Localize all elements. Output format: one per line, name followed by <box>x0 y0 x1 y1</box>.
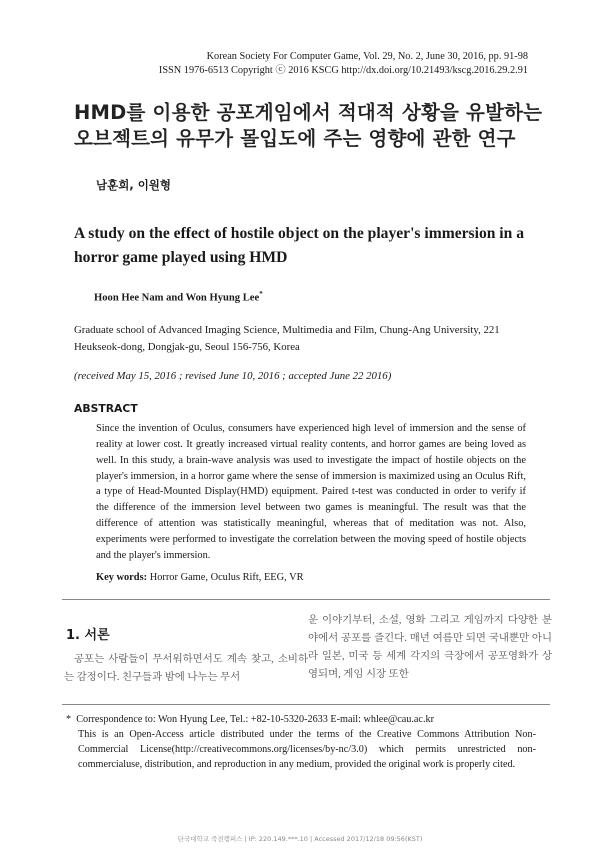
affiliation-line-2: Heukseok-dong, Dongjak-gu, Seoul 156-756, Korea <box>74 341 300 353</box>
footnote-divider <box>62 704 550 705</box>
corresponding-author-mark: * <box>259 290 263 298</box>
english-author-names: Hoon Hee Nam and Won Hyung Lee <box>94 292 260 304</box>
keywords-value: Horror Game, Oculus Rift, EEG, VR <box>147 572 304 583</box>
keywords <box>96 572 304 583</box>
korean-title-line-1: HMD를 이용한 공포게임에서 적대적 상황을 유발하는 <box>74 101 543 124</box>
journal-issn-doi: ISSN 1976-6513 Copyright ⓒ 2016 KSCG http://dx.doi.org/10.21493/kscg.2016.29.2.91 <box>158 65 528 76</box>
footnote <box>66 712 536 772</box>
journal-citation: Korean Society For Computer Game, Vol. 29, No. 2, June 30, 2016, pp. 91-98 <box>206 51 528 62</box>
keywords-label: Key words: <box>96 572 148 583</box>
section-divider <box>62 599 550 600</box>
download-watermark: 단국대학교 죽전캠퍼스 | IP: 220.149.***.10 | Accessed 2017/12/18 09:56(KST) <box>177 835 423 843</box>
english-title <box>74 222 534 270</box>
affiliation-line-1: Graduate school of Advanced Imaging Science, Multimedia and Film, Chung-Ang University, 221 <box>74 324 500 336</box>
english-title-line-2: horror game played using HMD <box>74 249 288 266</box>
footnote-mark: * <box>66 714 72 725</box>
intro-left-column: 공포는 사람들이 무서워하면서도 계속 찾고, 소비하는 감정이다. 친구들과 밤에 나누는 무서 <box>64 654 308 683</box>
received-dates: (received May 15, 2016 ; revised June 10, 2016 ; accepted June 22 2016) <box>74 370 392 382</box>
english-authors <box>94 290 263 304</box>
korean-title <box>74 100 544 152</box>
intro-right-column: 운 이야기부터, 소설, 영화 그리고 게임까지 다양한 분야에서 공포를 즐긴다. 매년 여름만 되면 국내뿐만 아니라 일본, 미국 등 세계 각지의 극장에서 공포영화가 상영되며, 게임 시장 또한 <box>308 615 552 680</box>
korean-authors: 남훈희, 이원형 <box>96 178 172 192</box>
abstract-text: Since the invention of Oculus, consumers have experienced high level of immersion and the sense of reality at lower cost. It greatly increased virtual reality contents, and horror games are being loved as well. In this study, a brain-wave analysis was used to investigate the impact of hostile objects on the player's immersion, in a horror game where the sense of immersion is maximized using an Oculus Rift, a type of Head-Mounted Display(HMD) equipment. Paired t-test was conducted in order to verify if the difference of the immersion level between two games is meaningful. The result was that the difference of attention was statistically meaningful, whereas that of meditation was not. Also, experiments were performed to investigate the correlation between the moving speed of hostile objects and the player's immersion. <box>96 423 526 561</box>
footnote-license: This is an Open-Access article distributed under the terms of the Creative Commons Attribution Non-Commercial License(http://creativecommons.org/licenses/by-nc/3.0) which permits unrestricted non-commercialuse, distribution, and reproduction in any medium, provided the original work is properly cited. <box>78 729 536 770</box>
korean-title-line-2: 오브젝트의 유무가 몰입도에 주는 영향에 관한 연구 <box>74 127 516 150</box>
affiliation <box>74 322 544 356</box>
english-title-line-1: A study on the effect of hostile object on the player's immersion in a <box>74 225 525 242</box>
footnote-correspondence-text: Correspondence to: Won Hyung Lee, Tel.: +82-10-5320-2633 E-mail: whlee@cau.ac.kr <box>76 714 434 725</box>
abstract-heading: ABSTRACT <box>74 402 138 415</box>
footnote-correspondence <box>66 712 536 727</box>
section-heading-introduction: 1. 서론 <box>66 628 110 643</box>
journal-header <box>159 50 528 78</box>
